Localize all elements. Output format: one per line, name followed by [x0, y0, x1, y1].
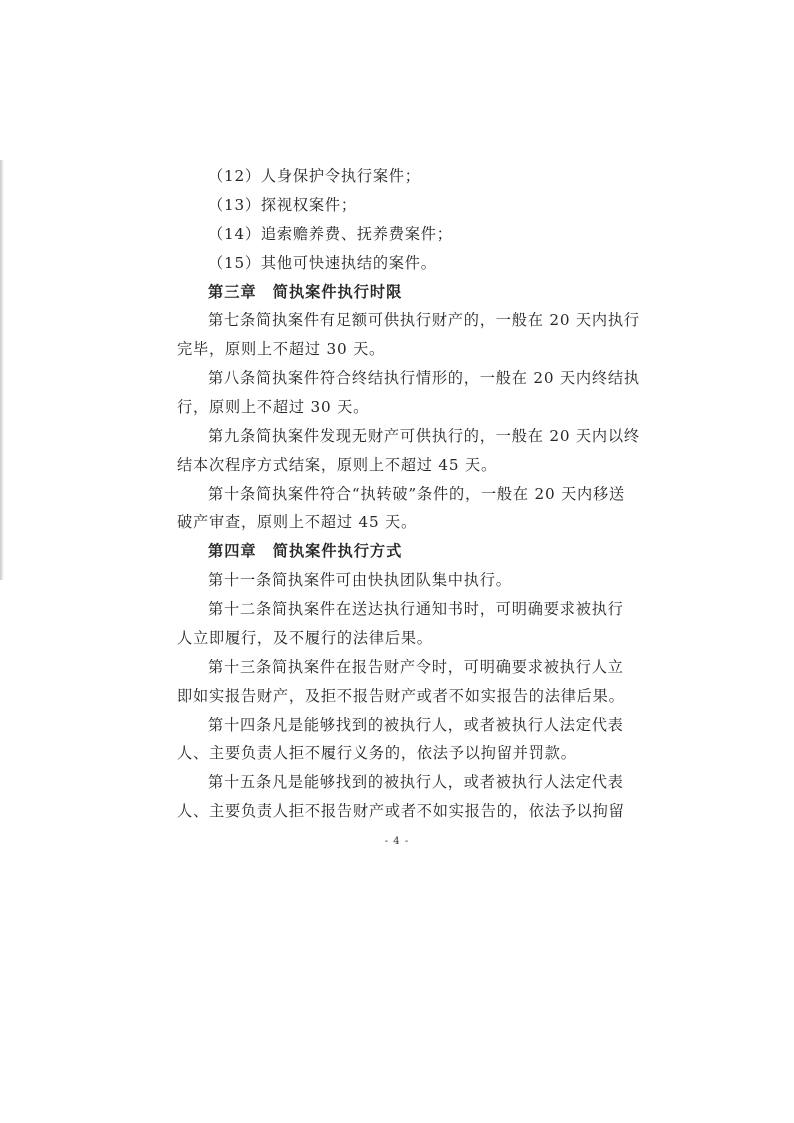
list-item-15: （15）其他可快速执结的案件。 [208, 254, 437, 272]
article-11-line-1: 第十一条简执案件可由快执团队集中执行。 [208, 571, 512, 589]
article-8-line-1: 第八条简执案件符合终结执行情形的，一般在 20 天内终结执 [208, 369, 640, 387]
chapter-3-heading: 第三章 简执案件执行时限 [208, 283, 403, 301]
article-8-line-2: 行，原则上不超过 30 天。 [177, 398, 370, 416]
article-13-line-2: 即如实报告财产，及拒不报告财产或者不如实报告的法律后果。 [177, 687, 625, 705]
list-item-14: （14）追索赡养费、抚养费案件； [208, 225, 453, 243]
article-15-line-1: 第十五条凡是能够找到的被执行人，或者被执行人法定代表 [208, 773, 624, 791]
page-number: - 4 - [384, 836, 410, 847]
article-9-line-1: 第九条简执案件发现无财产可供执行的，一般在 20 天内以终 [208, 427, 640, 445]
list-item-12: （12）人身保护令执行案件； [208, 167, 421, 185]
article-12-line-1: 第十二条简执案件在送达执行通知书时，可明确要求被执行 [208, 600, 624, 618]
article-13-line-1: 第十三条简执案件在报告财产令时，可明确要求被执行人立 [208, 658, 624, 676]
article-14-line-2: 人、主要负责人拒不履行义务的，依法予以拘留并罚款。 [177, 744, 577, 762]
article-7-line-1: 第七条简执案件有足额可供执行财产的，一般在 20 天内执行 [208, 311, 640, 329]
scan-shadow [0, 160, 4, 580]
article-12-line-2: 人立即履行，及不履行的法律后果。 [177, 629, 433, 647]
article-10-line-1: 第十条简执案件符合“执转破”条件的，一般在 20 天内移送 [208, 485, 626, 503]
article-7-line-2: 完毕，原则上不超过 30 天。 [177, 340, 386, 358]
article-9-line-2: 结本次程序方式结案，原则上不超过 45 天。 [177, 456, 497, 474]
article-14-line-1: 第十四条凡是能够找到的被执行人，或者被执行人法定代表 [208, 716, 624, 734]
article-15-line-2: 人、主要负责人拒不报告财产或者不如实报告的，依法予以拘留 [177, 802, 625, 820]
chapter-4-heading: 第四章 简执案件执行方式 [208, 542, 403, 560]
list-item-13: （13）探视权案件； [208, 196, 357, 214]
article-10-line-2: 破产审查，原则上不超过 45 天。 [177, 513, 418, 531]
